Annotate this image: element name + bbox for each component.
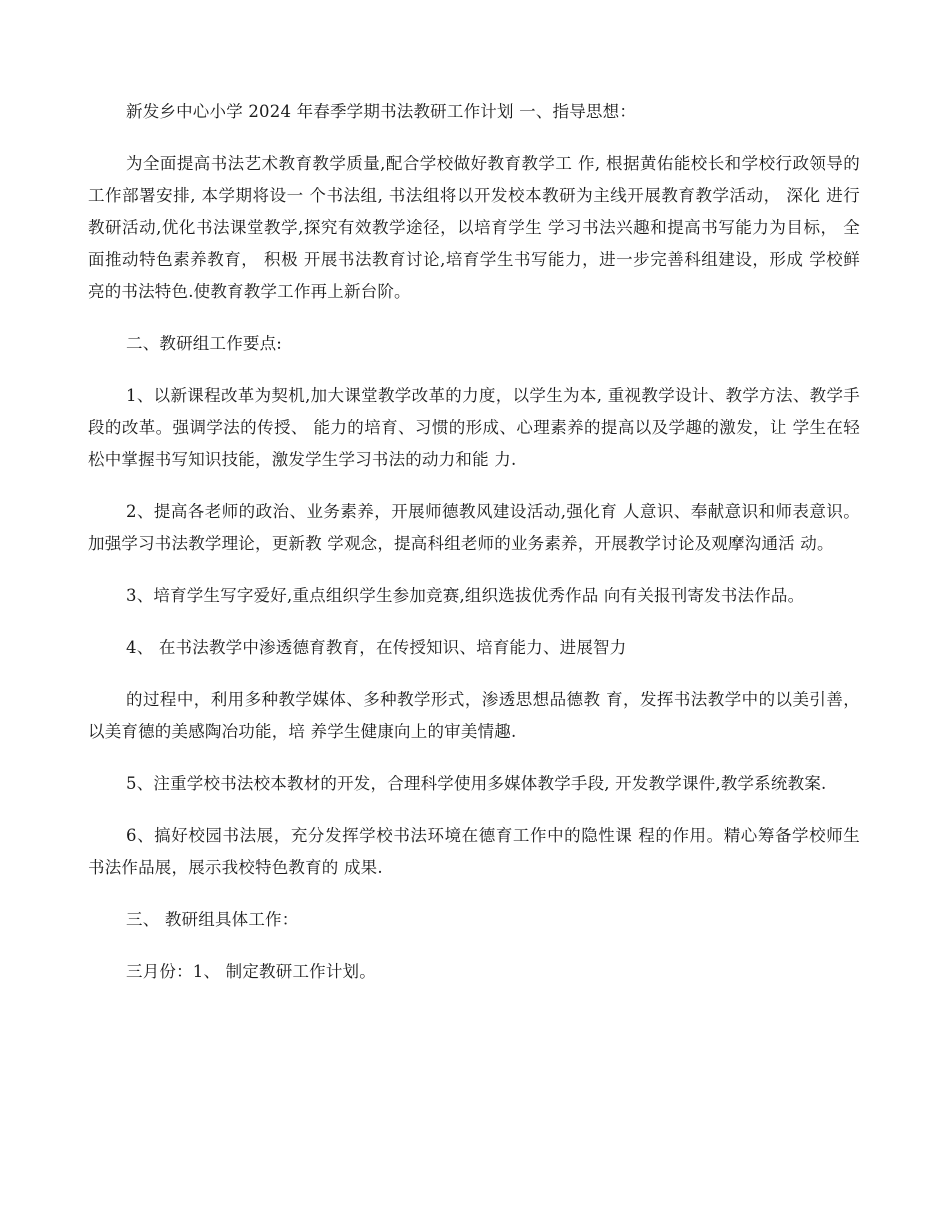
key-point-1: 1、以新课程改革为契机,加大课堂教学改革的力度，以学生为本, 重视教学设计、教学方法、教学手段的改革。强调学法的传授、 能力的培育、习惯的形成、心理素养的提高以及学趣的激发，让 学生在轻松中掌握书写知识技能，激发学生学习书法的动力和能 力. <box>88 386 860 469</box>
section-heading-specific-work: 三、 教研组具体工作： <box>126 910 299 929</box>
document-body <box>88 96 860 1008</box>
document-title-line: 新发乡中心小学 2024 年春季学期书法教研工作计划 一、指导思想： <box>126 102 637 121</box>
key-point-4-continued: 的过程中，利用多种教学媒体、多种教学形式，渗透思想品德教 育，发挥书法教学中的以美引善，以美育德的美感陶冶功能，培 养学生健康向上的审美情趣. <box>88 690 860 741</box>
key-point-4: 4、 在书法教学中渗透德育教育，在传授知识、培育能力、进展智力 <box>126 638 627 657</box>
key-point-5: 5、注重学校书法校本教材的开发，合理科学使用多媒体教学手段, 开发教学课件,教学系统教案. <box>126 774 827 793</box>
key-point-3: 3、培育学生写字爱好,重点组织学生参加竞赛,组织选拔优秀作品 向有关报刊寄发书法作品。 <box>126 586 805 605</box>
key-point-2: 2、提高各老师的政治、业务素养，开展师德教风建设活动,强化育 人意识、奉献意识和师表意识。加强学习书法教学理论，更新教 学观念，提高科组老师的业务素养，开展教学讨论及观摩沟通活 动。 <box>88 502 860 553</box>
march-work-item: 三月份：1、 制定教研工作计划。 <box>126 962 376 981</box>
guiding-ideology-paragraph: 为全面提高书法艺术教育教学质量,配合学校做好教育教学工 作, 根据黄佑能校长和学校行政领导的工作部署安排, 本学期将设一 个书法组, 书法组将以开发校本教研为主线开展教育教学活动， 深化 进行教研活动,优化书法课堂教学,探究有效教学途径，以培育学生 学习书法兴趣和提高书写能力为目标， 全面推动特色素养教育， 积极 开展书法教育讨论,培育学生书写能力，进一步完善科组建设，形成 学校鲜亮的书法特色.使教育教学工作再上新台阶。 <box>88 154 860 301</box>
section-heading-key-points: 二、教研组工作要点: <box>126 334 283 353</box>
key-point-6: 6、搞好校园书法展，充分发挥学校书法环境在德育工作中的隐性课 程的作用。精心筹备学校师生书法作品展，展示我校特色教育的 成果. <box>88 826 860 877</box>
